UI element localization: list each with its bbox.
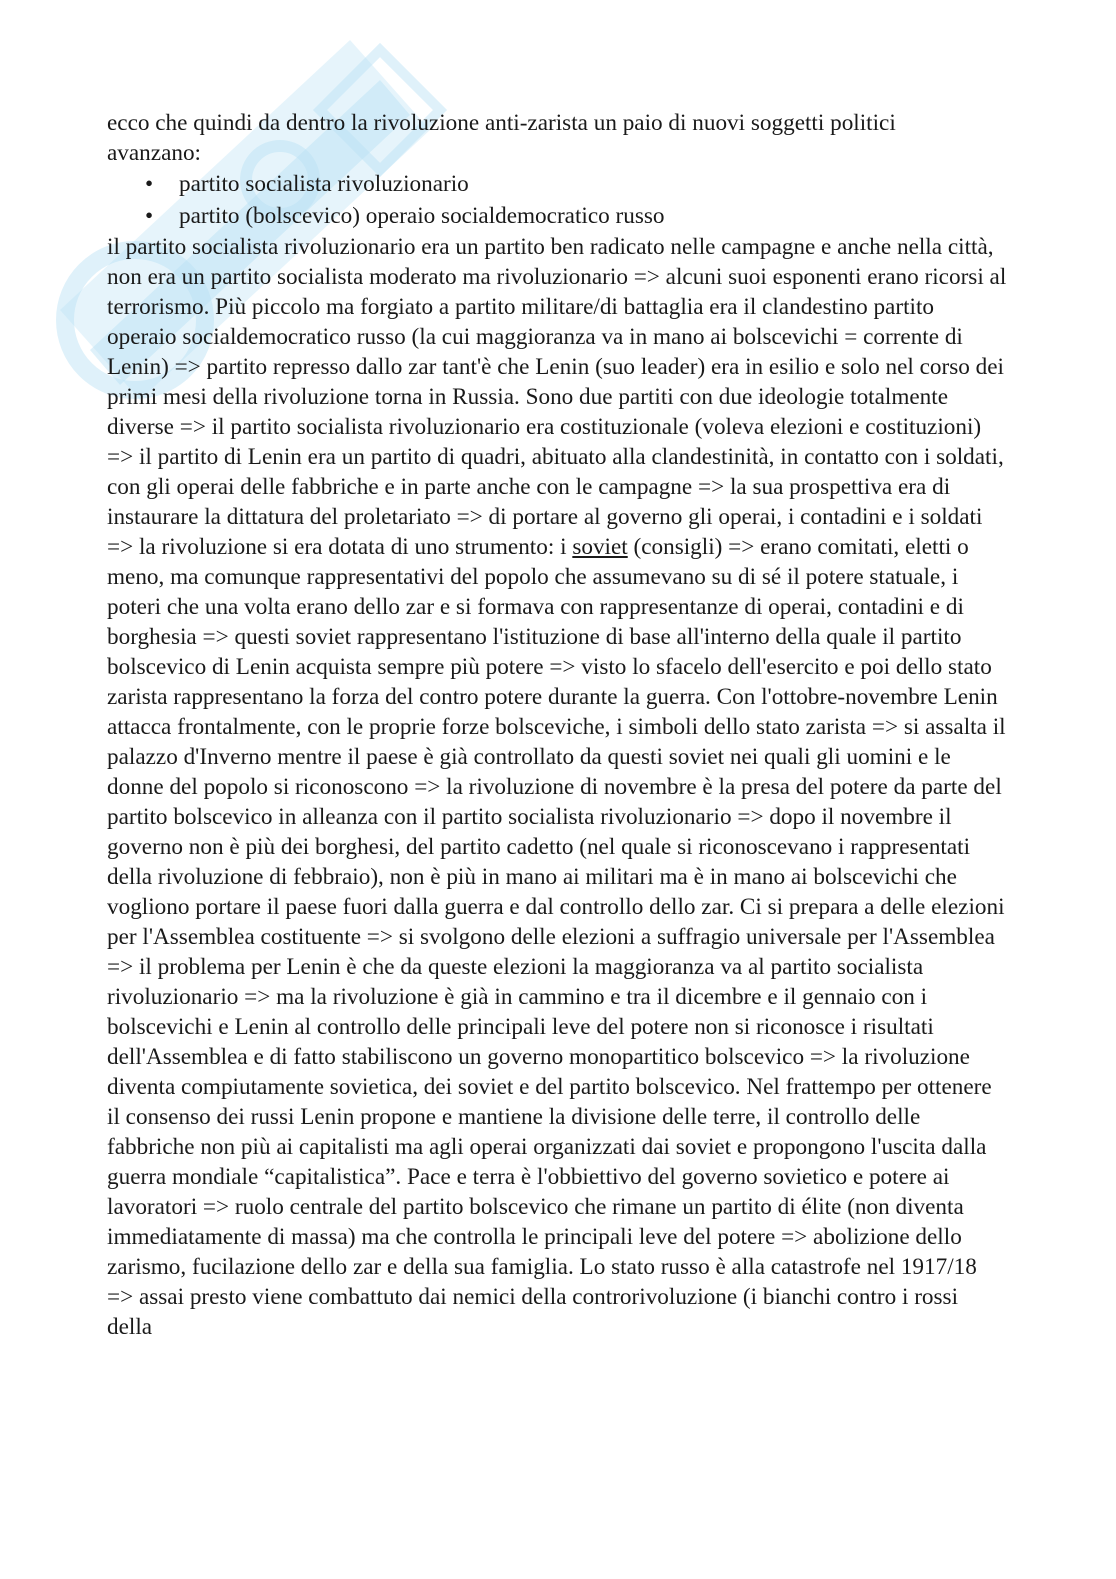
bullet-icon: • (145, 171, 154, 197)
list-item (107, 168, 1007, 200)
list-item-text: partito (bolscevico) operaio socialdemocratico russo (179, 203, 665, 229)
party-list (107, 168, 1007, 232)
list-item-text: partito socialista rivoluzionario (179, 171, 469, 197)
body-text-part-2: (consigli) => erano comitati, eletti o meno, ma comunque rappresentativi del popolo che assumevano su di sé il potere statuale, i poteri che una volta erano dello zar e si formava con rappresentanze di operai, contadini e di borghesia => questi soviet rappresentano l'istituzione di base all'interno della quale il partito bolscevico di Lenin acquista sempre più potere => visto lo sfacelo dell'esercito e poi dello stato zarista rappresentano la forza del contro potere durante la guerra. Con l'ottobre-novembre Lenin attacca frontalmente, con le proprie forze bolsceviche, i simboli dello stato zarista => si assalta il palazzo d'Inverno mentre il paese è già controllato da questi soviet nei quali gli uomini e le donne del popolo si riconoscono => la rivoluzione di novembre è la presa del potere da parte del partito bolscevico in alleanza con il partito socialista rivoluzionario => dopo il novembre il governo non è più dei borghesi, del partito cadetto (nel quale si riconoscevano i rappresentati della rivoluzione di febbraio), non è più in mano ai militari ma è in mano ai bolscevichi che vogliono portare il paese fuori dalla guerra e dal controllo dello zar. Ci si prepara a delle elezioni per l'Assemblea costituente => si svolgono delle elezioni a suffragio universale per l'Assemblea => il problema per Lenin è che da queste elezioni la maggioranza va al partito socialista rivoluzionario => ma la rivoluzione è già in cammino e tra il dicembre e il gennaio con i bolscevichi e Lenin al controllo delle principali leve del potere non si riconosce i risultati dell'Assemblea e di fatto stabiliscono un governo monopartitico bolscevico => la rivoluzione diventa compiutamente sovietica, dei soviet e del partito bolscevico. Nel frattempo per ottenere il consenso dei russi Lenin propone e mantiene la divisione delle terre, il controllo delle fabbriche non più ai capitalisti ma agli operai organizzati dai soviet e propongono l'uscita dalla guerra mondiale “capitalistica”. Pace e terra è l'obbiettivo del governo sovietico e potere ai lavoratori => ruolo centrale del partito bolscevico che rimane un partito di élite (non diventa immediatamente di massa) ma che controlla le principali leve del potere => abolizione dello zarismo, fucilazione dello zar e della sua famiglia. Lo stato russo è alla catastrofe nel 1917/18 => assai presto viene combattuto dai nemici della controrivoluzione (i bianchi contro i rossi della (107, 534, 1006, 1340)
body-text-part-1: il partito socialista rivoluzionario era un partito ben radicato nelle campagne e anche nella città, non era un partito socialista moderato ma rivoluzionario => alcuni suoi esponenti erano ricorsi al terrorismo. Più piccolo ma forgiato a partito militare/di battaglia era il clandestino partito operaio socialdemocratico russo (la cui maggioranza va in mano ai bolscevichi = corrente di Lenin) => partito represso dallo zar tant'è che Lenin (suo leader) era in esilio e solo nel corso dei primi mesi della rivoluzione torna in Russia. Sono due partiti con due ideologie totalmente diverse => il partito socialista rivoluzionario era costituzionale (voleva elezioni e costituzioni) => il partito di Lenin era un partito di quadri, abituato alla clandestinità, in contatto con i soldati, con gli operai delle fabbriche e in parte anche con le campagne => la sua prospettiva era di instaurare la dittatura del proletariato => di portare al governo gli operai, i contadini e i soldati => la rivoluzione si era dotata di uno strumento: i (107, 234, 1007, 560)
list-item (107, 200, 1007, 232)
bullet-icon: • (145, 203, 154, 229)
intro-line-1: ecco che quindi da dentro la rivoluzione anti-zarista un paio di nuovi soggetti politici (107, 110, 896, 136)
document-page (107, 108, 1007, 1342)
body-paragraph (107, 232, 1007, 1342)
intro-line-2: avanzano: (107, 140, 201, 166)
soviet-term: soviet (572, 534, 628, 560)
